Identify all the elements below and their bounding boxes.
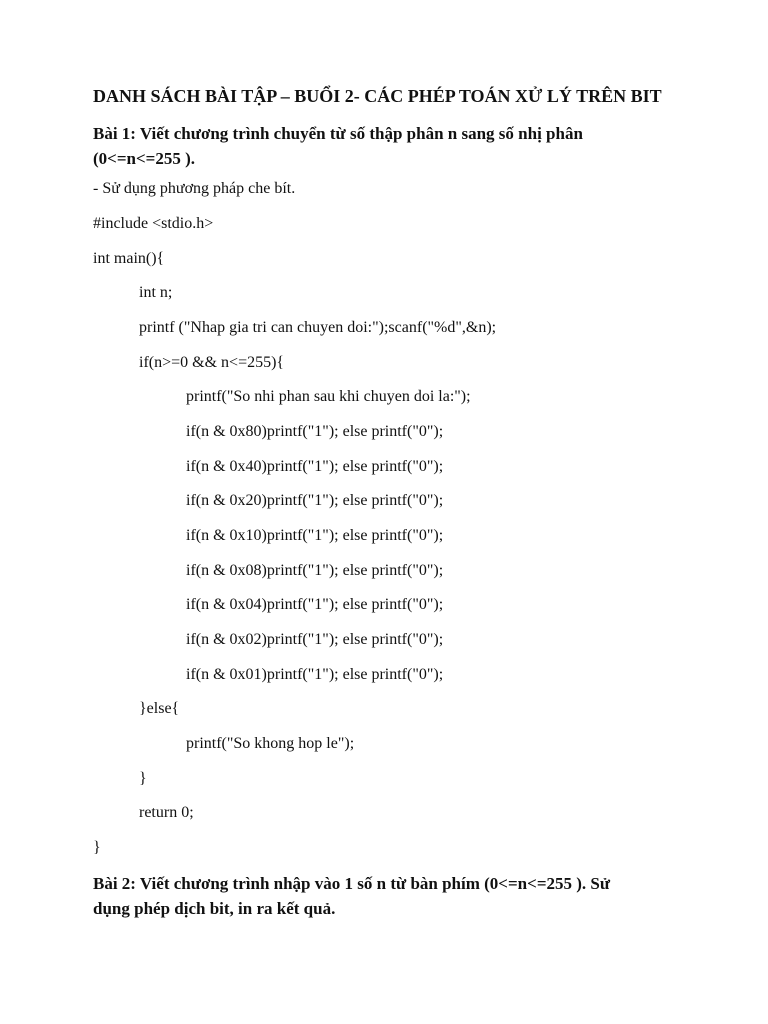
- code-line: printf("So nhi phan sau khi chuyen doi la:");: [186, 388, 471, 405]
- code-line: int n;: [139, 284, 173, 301]
- code-line: }else{: [139, 700, 180, 717]
- exercise-2-heading-line-2: dụng phép dịch bit, in ra kết quả.: [93, 899, 336, 918]
- code-line: int main(){: [93, 250, 165, 267]
- code-line: return 0;: [139, 804, 194, 821]
- code-line: printf("So khong hop le");: [186, 735, 355, 752]
- code-line: if(n & 0x08)printf("1"); else printf("0");: [186, 562, 444, 579]
- code-line: }: [93, 839, 101, 856]
- exercise-1-heading: [93, 121, 693, 171]
- code-line: if(n & 0x80)printf("1"); else printf("0");: [186, 423, 444, 440]
- code-line: if(n & 0x02)printf("1"); else printf("0");: [186, 631, 444, 648]
- code-line: if(n & 0x40)printf("1"); else printf("0");: [186, 458, 444, 475]
- exercise-2-heading-line-1: Bài 2: Viết chương trình nhập vào 1 số n từ bàn phím (0<=n<=255 ). Sử: [93, 874, 611, 893]
- code-line: if(n & 0x20)printf("1"); else printf("0");: [186, 492, 444, 509]
- exercise-1-note: - Sử dụng phương pháp che bít.: [93, 180, 296, 197]
- exercise-2-heading: [93, 871, 693, 921]
- code-line: printf ("Nhap gia tri can chuyen doi:");scanf("%d",&n);: [139, 319, 497, 336]
- code-line: if(n>=0 && n<=255){: [139, 354, 285, 371]
- exercise-1-heading-line-1: Bài 1: Viết chương trình chuyển từ số thập phân n sang số nhị phân: [93, 124, 583, 143]
- code-line: }: [139, 770, 147, 787]
- exercise-1-heading-line-2: (0<=n<=255 ).: [93, 149, 196, 168]
- code-line: if(n & 0x10)printf("1"); else printf("0");: [186, 527, 444, 544]
- code-line: if(n & 0x01)printf("1"); else printf("0");: [186, 666, 444, 683]
- code-line: if(n & 0x04)printf("1"); else printf("0");: [186, 596, 444, 613]
- document-title: DANH SÁCH BÀI TẬP – BUỔI 2- CÁC PHÉP TOÁN XỬ LÝ TRÊN BIT: [93, 86, 662, 106]
- code-line: #include <stdio.h>: [93, 215, 214, 232]
